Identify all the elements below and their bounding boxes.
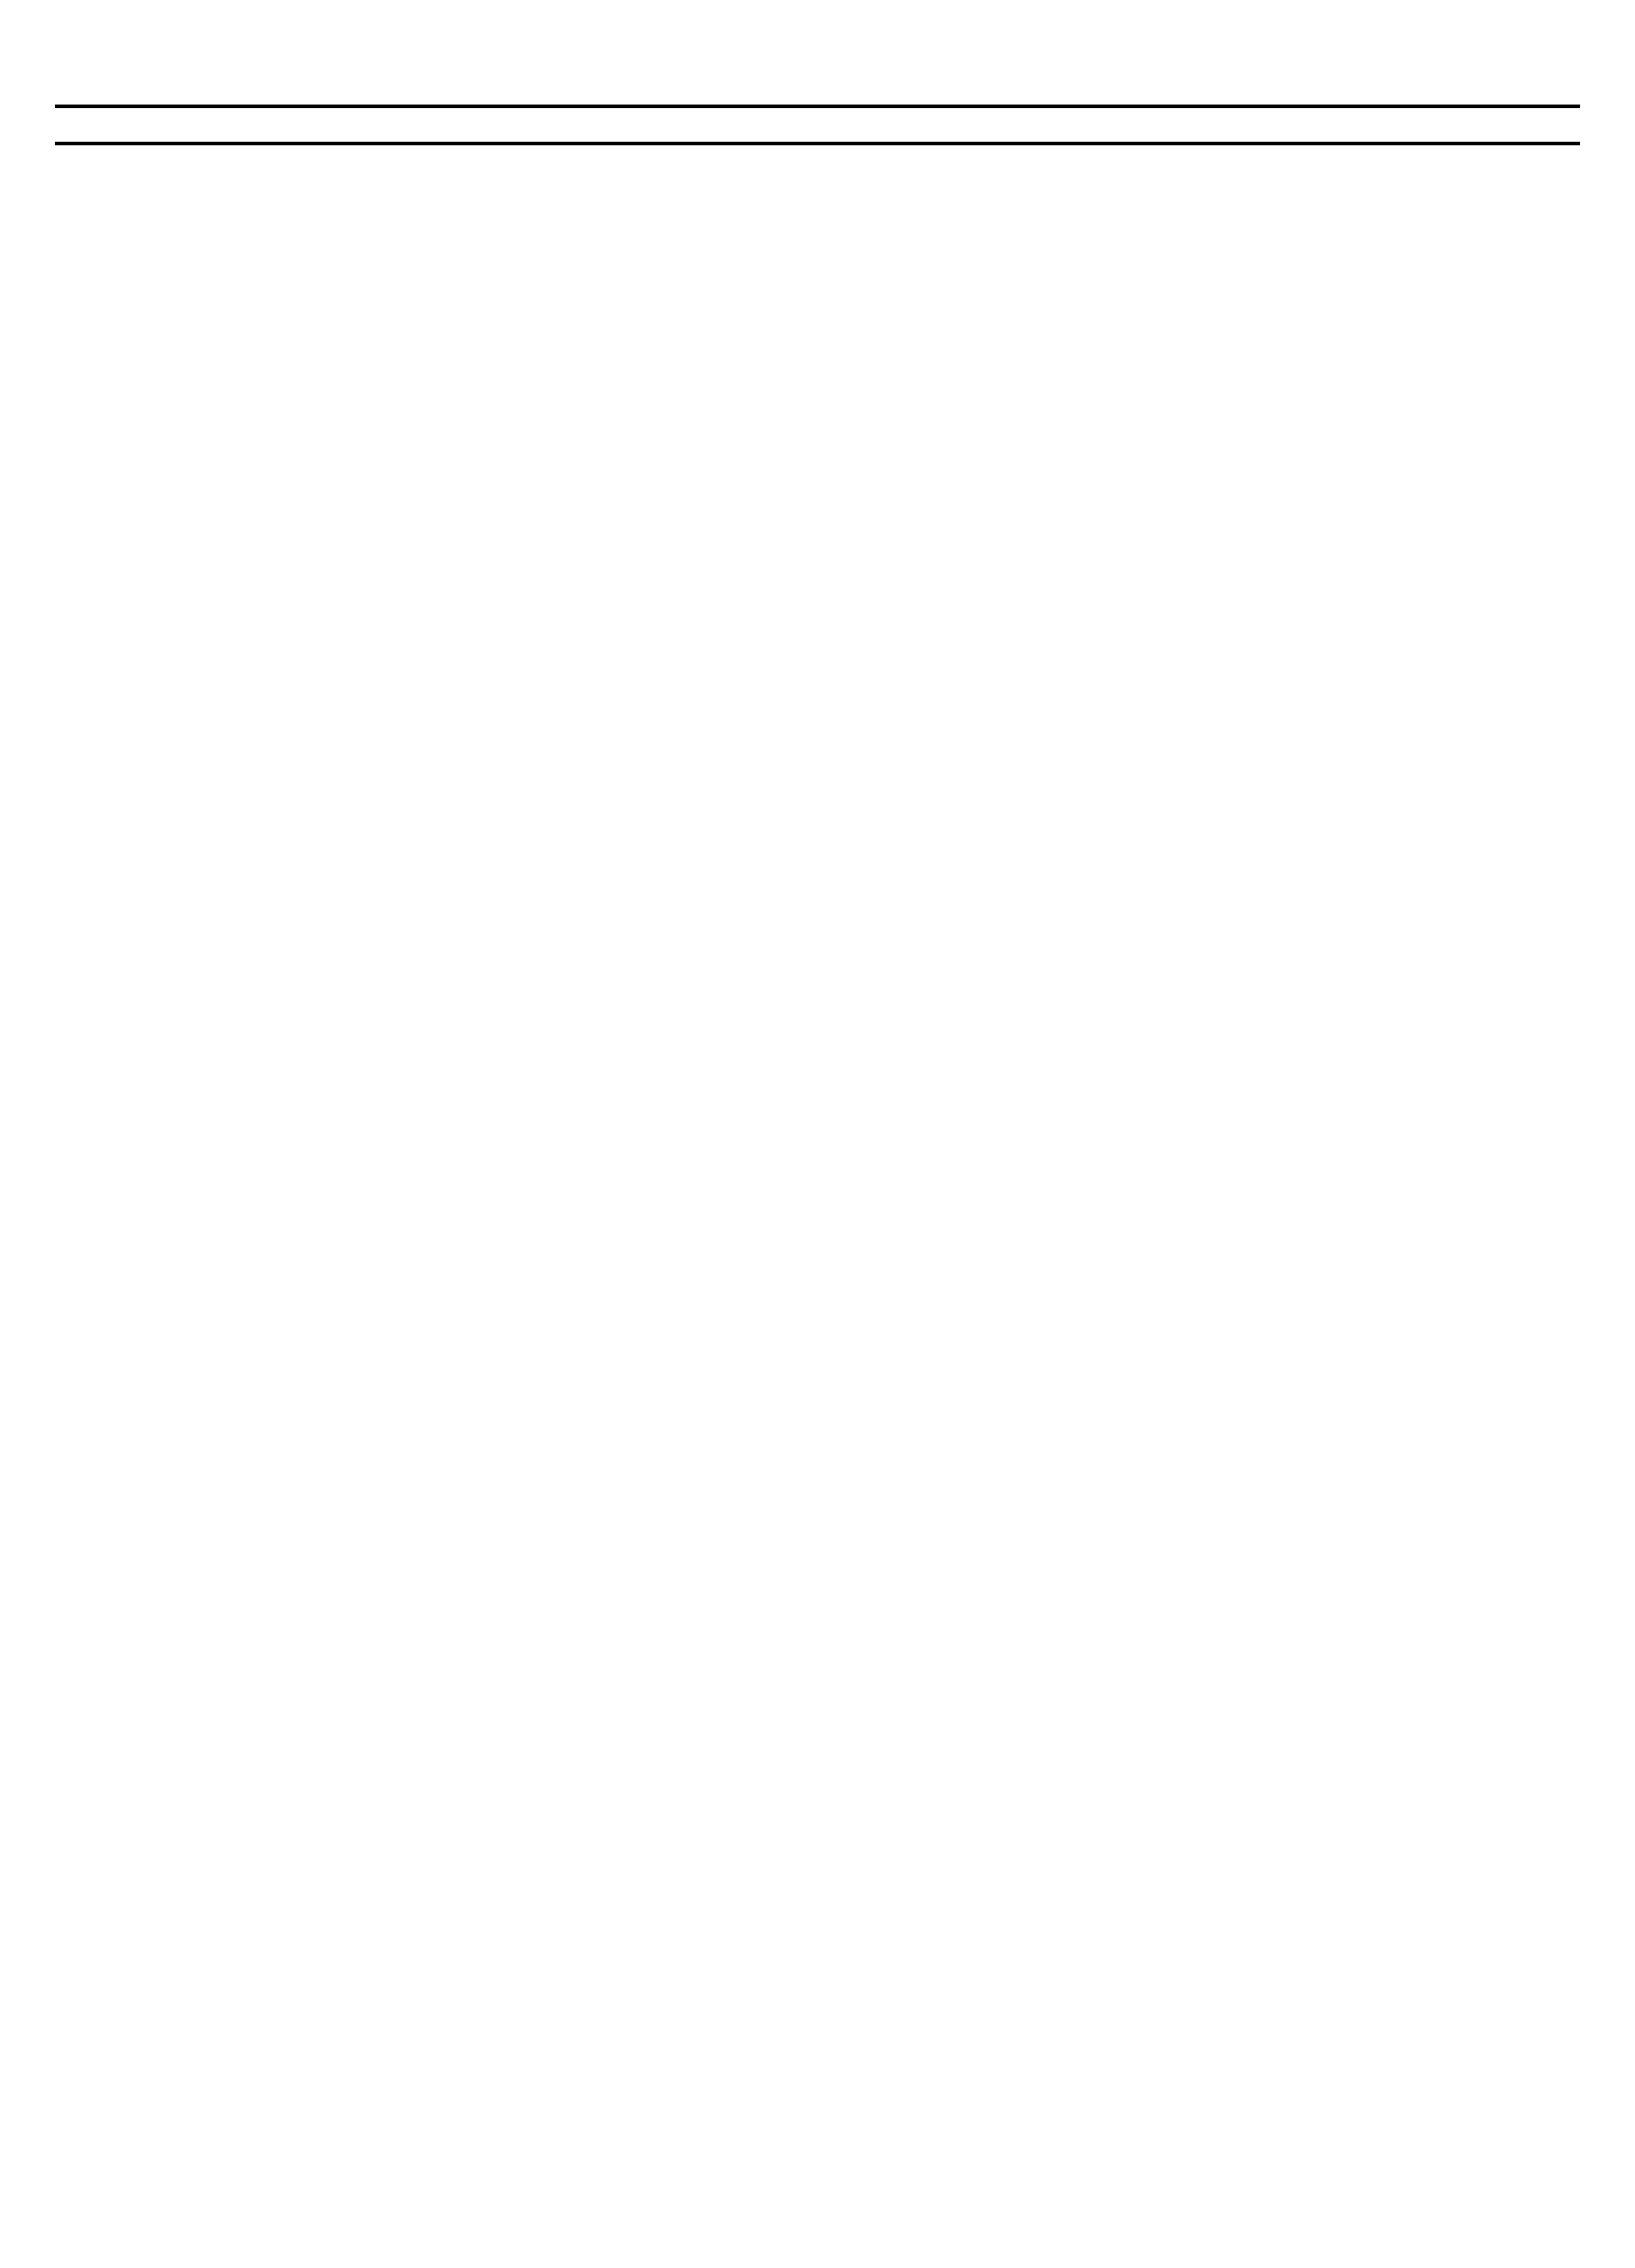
- footer-left: [58, 151, 78, 168]
- calendar-block-second-half: [55, 142, 1580, 145]
- page-title: [55, 92, 74, 105]
- page-footer: [55, 151, 1580, 168]
- calendar-block-first-half: [55, 105, 1580, 108]
- kalenderpedia-logo: [1577, 89, 1580, 105]
- page-header: [55, 0, 1580, 105]
